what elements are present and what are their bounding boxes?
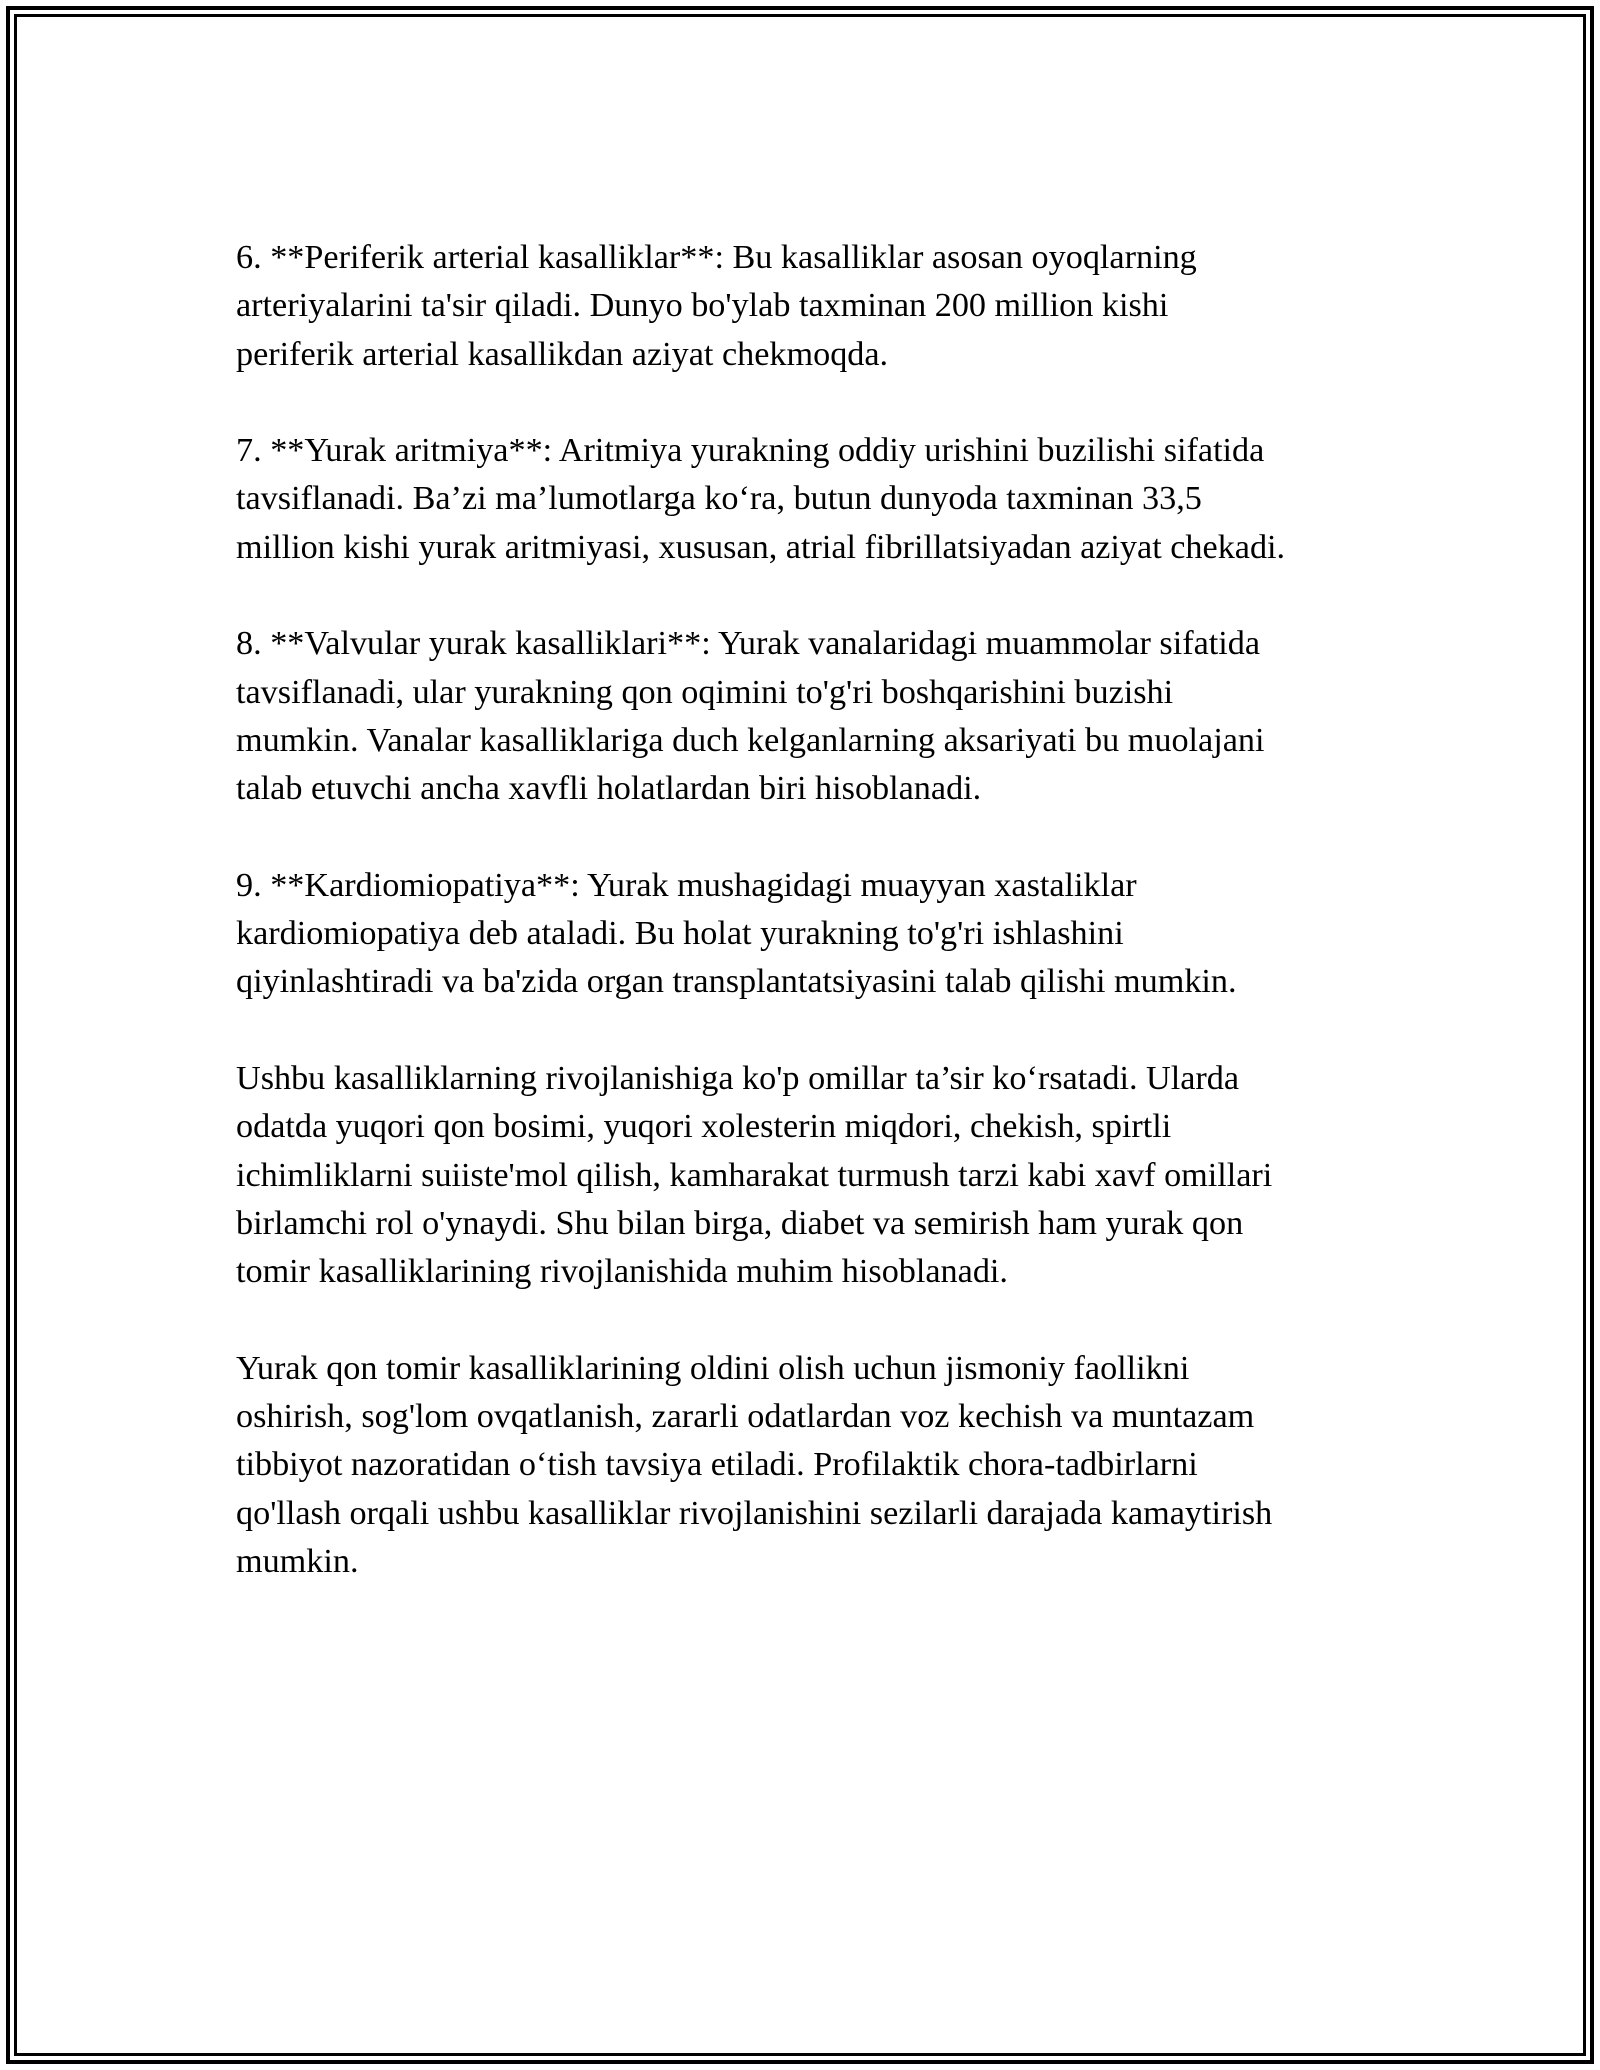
text-line: mumkin. Vanalar kasalliklariga duch kelganlarning aksariyati bu muolajani (236, 721, 1265, 759)
text-line: tomir kasalliklarining rivojlanishida muhim hisoblanadi. (236, 1253, 1008, 1291)
paragraph-cardiomyopathy (236, 862, 1386, 1007)
text-line: 6. **Periferik arterial kasalliklar**: Bu kasalliklar asosan oyoqlarning (236, 239, 1197, 276)
text-line: Ushbu kasalliklarning rivojlanishiga ko'p omillar ta’sir ko‘rsatadi. Ularda (236, 1060, 1240, 1098)
text-line: birlamchi rol o'ynaydi. Shu bilan birga, diabet va semirish ham yurak qon (236, 1204, 1244, 1242)
text-line: qo'llash orqali ushbu kasalliklar rivojlanishini sezilarli darajada kamaytirish (236, 1494, 1273, 1532)
text-line: periferik arterial kasallikdan aziyat chekmoqda. (236, 335, 889, 373)
text-line: 8. **Valvular yurak kasalliklari**: Yurak vanalaridagi muammolar sifatida (236, 625, 1261, 663)
text-line: arteriyalarini ta'sir qiladi. Dunyo bo'ylab taxminan 200 million kishi (236, 287, 1169, 325)
text-line: 7. **Yurak aritmiya**: Aritmiya yurakning oddiy urishini buzilishi sifatida (236, 432, 1265, 470)
document-body (236, 234, 1386, 1586)
paragraph-peripheral-arterial (236, 234, 1386, 379)
text-line: oshirish, sog'lom ovqatlanish, zararli odatlardan voz kechish va muntazam (236, 1398, 1255, 1436)
text-line: talab etuvchi ancha xavfli holatlardan biri hisoblanadi. (236, 770, 982, 808)
text-line: tavsiflanadi. Ba’zi ma’lumotlarga ko‘ra, butun dunyoda taxminan 33,5 (236, 480, 1202, 518)
paragraph-valvular (236, 620, 1386, 813)
text-line: 9. **Kardiomiopatiya**: Yurak mushagidagi muayyan xastaliklar (236, 866, 1137, 904)
paragraph-prevention (236, 1345, 1386, 1586)
text-line: million kishi yurak aritmiyasi, xususan, atrial fibrillatsiyadan aziyat chekadi. (236, 528, 1286, 566)
text-line: tibbiyot nazoratidan o‘tish tavsiya etiladi. Profilaktik chora-tadbirlarni (236, 1446, 1198, 1484)
text-line: qiyinlashtiradi va ba'zida organ transplantatsiyasini talab qilishi mumkin. (236, 963, 1237, 1001)
text-line: mumkin. (236, 1543, 359, 1581)
paragraph-arrhythmia (236, 427, 1386, 572)
text-line: kardiomiopatiya deb ataladi. Bu holat yurakning to'g'ri ishlashini (236, 915, 1124, 953)
text-line: odatda yuqori qon bosimi, yuqori xolesterin miqdori, chekish, spirtli (236, 1108, 1172, 1146)
text-line: tavsiflanadi, ular yurakning qon oqimini to'g'ri boshqarishini buzishi (236, 673, 1174, 711)
text-line: Yurak qon tomir kasalliklarining oldini olish uchun jismoniy faollikni (236, 1349, 1190, 1387)
text-line: ichimliklarni suiiste'mol qilish, kamharakat turmush tarzi kabi xavf omillari (236, 1156, 1273, 1194)
paragraph-risk-factors (236, 1055, 1386, 1296)
